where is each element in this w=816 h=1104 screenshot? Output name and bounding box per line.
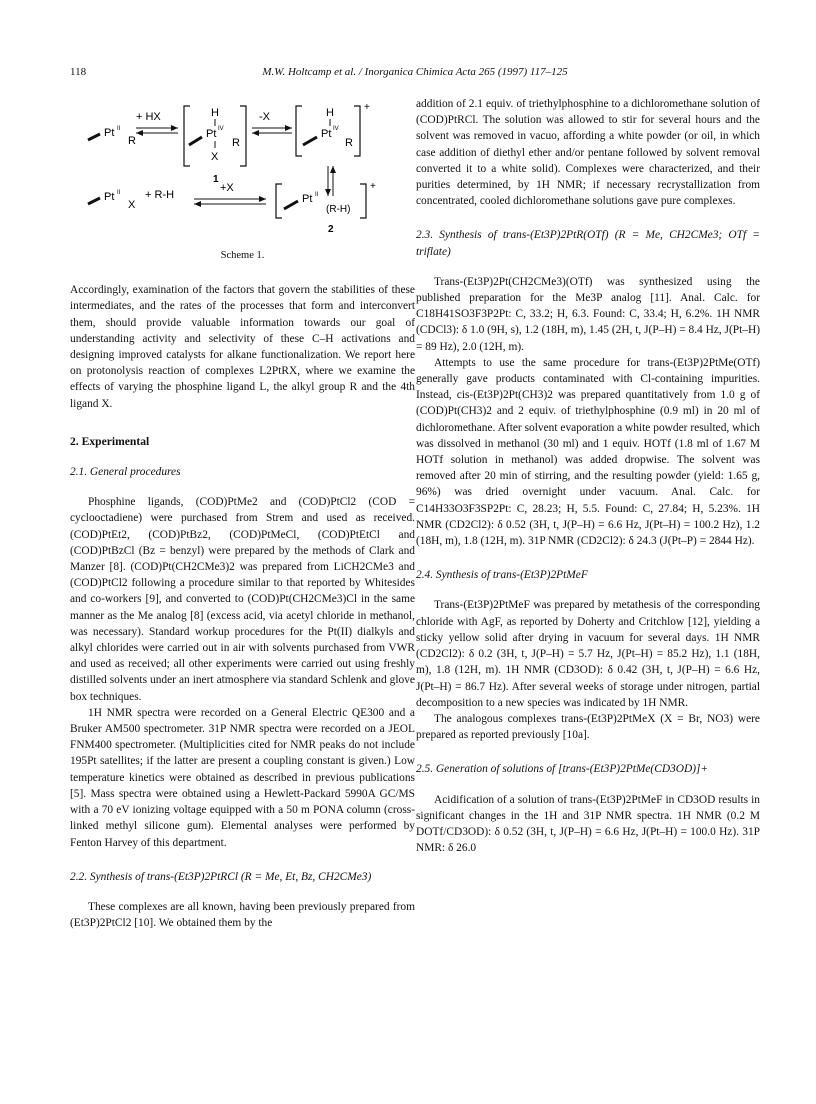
subsection-heading: 2.5. Generation of solutions of [trans-(Et3P)2PtMe(CD3OD)]+ (416, 763, 709, 776)
pt-label: Pt (104, 191, 115, 203)
running-header (70, 66, 760, 82)
subsection-heading: 2.1. General procedures (70, 466, 181, 479)
x-label: X (211, 151, 219, 163)
paragraph: Acidification of a solution of trans-(Et3P)2PtMeF in CD3OD results in significant changes in the 1H and 31P NMR spectra. 1H NMR (0.2 M DOTf/CD3OD): δ 0.52 (3H, t, J(P–H) = 6.6 Hz, J(Pt–H) = 100.0 Hz). 31P NMR: δ 26.0 (416, 793, 760, 855)
subsection-heading: 2.4. Synthesis of trans-(Et3P)2PtMeF (416, 569, 588, 582)
oxidation-state-label: IV (218, 126, 224, 132)
section-heading: 2. Experimental (70, 434, 150, 448)
x-label: X (128, 199, 136, 211)
paragraph: The analogous complexes trans-(Et3P)2PtMeX (X = Br, NO3) were prepared as reported previously [10a]. (416, 712, 760, 742)
rh-label: (R-H) (326, 204, 351, 215)
pt-ii-complex-1 (88, 126, 136, 147)
charge-label: + (364, 102, 370, 113)
scheme-caption: Scheme 1. (220, 250, 265, 261)
page-number: 118 (70, 66, 87, 78)
minus-x-label: -X (259, 111, 270, 123)
pt-label: Pt (302, 193, 313, 205)
subsection-heading: 2.2. Synthesis of trans-(Et3P)2PtRCl (R = Me, Et, Bz, CH2CMe3) (70, 870, 372, 883)
oxidation-state-label: II (315, 192, 319, 198)
paragraph: Attempts to use the same procedure for trans-(Et3P)2PtMe(OTf) generally gave products contaminated with Cl-containing impurities. Instead, cis-(Et3P)2Pt(CH3)2 was prepared quantitatively from 1.0 g of (COD)Pt(CH3)2 and 2 equiv. of triethylphosphine (0.9 ml) in 20 ml of dichloromethane. After solvent evaporation a white powder resulted, which was dissolved in methanol (30 ml) and 1 equiv. HOTf (1.8 ml of 1.67 M HOTf solution in methanol) was added dropwise. The solvent was removed after 20 min of stirring, and the resulting powder (yield: 1.65 g, 96%) was dried overnight under vacuum. Anal. Calc. for C14H33O3F3SP2Pt: C, 28.23; H, 5.5. Found: C, 27.84; H, 5.23%. 1H NMR (CD2Cl2): δ 0.52 (3H, t, J(P–H) = 6.6 Hz, J(Pt–H) = 100.2 Hz), 1.2 (18H, m), 1.8 (12H, m). 31P NMR (CD2Cl2): δ 24.3 (J(Pt–P) = 2844 Hz). (416, 356, 760, 548)
plus-x-label: +X (220, 182, 234, 194)
h-label: H (326, 107, 334, 119)
scheme-1 (70, 96, 415, 248)
oxidation-state-label: II (117, 190, 121, 196)
intro-paragraph: Accordingly, examination of the factors that govern the stabilities of these intermediates, and the rates of the processes that form and interconvert them, should provide valuable information towards our goal of understanding activity and selectivity of these C–H activations and designing improved catalysts for alkane functionalization. We report here on protonolysis reaction of complexes L2PtRX, where we examine the effects of varying the phosphine ligand L, the alkyl group R and the 4th ligand X. (70, 284, 415, 410)
h-label: H (211, 107, 219, 119)
pt-ii-complex-2 (88, 190, 136, 211)
pt-label: Pt (321, 128, 332, 140)
compound-number: 1 (213, 174, 219, 185)
oxidation-state-label: II (117, 126, 121, 132)
r-label: R (232, 137, 240, 149)
plus-hx-label: + HX (136, 111, 161, 123)
subsection-heading: 2.3. Synthesis of trans-(Et3P)2PtR(OTf) (R = Me, CH2CMe3; OTf = triflate) (416, 229, 760, 258)
compound-number: 2 (328, 224, 334, 235)
left-column (70, 96, 415, 931)
paragraph: Trans-(Et3P)2Pt(CH2CMe3)(OTf) was synthesized using the published preparation for the Me3P analog [11]. Anal. Calc. for C18H41SO3F3P2Pt: C, 33.2; H, 6.3. Found: C, 33.4; H, 6.2%. 1H NMR (CDCl3): δ 1.0 (9H, s), 1.2 (18H, m), 1.45 (2H, t, J(P–H) = 8.4 Hz, J(Pt–H) = 89 Hz), 2.0 (12H, m). (416, 275, 760, 353)
r-label: R (128, 135, 136, 147)
paragraph: Phosphine ligands, (COD)PtMe2 and (COD)PtCl2 (COD = cyclooctadiene) were purchased from Strem and used as received. (COD)PtEt2, (COD)PtBz2, (COD)PtMeCl, (COD)PtEtCl and (COD)PtBzCl (Bz = benzyl) were prepared by the methods of Clark and Manzer [8]. (COD)Pt(CH2CMe3)2 was prepared from LiCH2CMe3 and (COD)PtCl2 following a procedure similar to that reported by Whitesides and co-workers [9], and converted to (COD)Pt(CH2CMe3)Cl in the same manner as the Me analog [8] (excess acid, via acetyl chloride in methanol, was necessary). Standard workup procedures for the Pt(II) dialkyls and alkyl chlorides were carried out in air with solvents purchased from VWR and used as received; all other experiments were carried out using freshly distilled solvents under an inert atmosphere via standard Schlenk and glove box techniques. (70, 496, 415, 703)
paragraph: 1H NMR spectra were recorded on a General Electric QE300 and a Bruker AM500 spectrometer. 31P NMR spectra were recorded on a JEOL FNM400 spectrometer. (Multiplicities cited for NMR peaks do not include 195Pt satellites; if the latter are present a coupling constant is given.) Low temperature kinetics were obtained as described in previous publications [5]. Mass spectra were obtained using a Hewlett-Packard 5990A GC/MS with a 70 eV ionizing voltage equipped with a 50 m PONA column (cross-linked methyl silicone gum). Elemental analyses were performed by Fenton Harvey of this department. (70, 706, 415, 849)
right-column (416, 96, 760, 856)
running-head: M.W. Holtcamp et al. / Inorganica Chimica Acta 265 (1997) 117–125 (262, 66, 568, 78)
r-label: R (345, 137, 353, 149)
plus-rh-label: + R-H (145, 189, 175, 201)
scheme-diagram (70, 96, 415, 248)
charge-label: + (370, 181, 376, 192)
paragraph: addition of 2.1 equiv. of triethylphosphine to a dichloromethane solution of (COD)PtRCl. The solution was allowed to stir for several hours and the solvent was removed in vacuo, affording a white powder (or oil, in which case addition of diethyl ether and/or pentane followed by solvent removal converted it to a white solid). Complexes were characterized, and their purities determined, by 1H NMR; if necessary recrystallization from concentrated, cooled dichloromethane solutions gave pure complexes. (416, 98, 760, 208)
oxidation-state-label: IV (333, 126, 339, 132)
paragraph: These complexes are all known, having been previously prepared from (Et3P)2PtCl2 [10]. We obtained them by the (70, 900, 415, 930)
pt-label: Pt (206, 128, 217, 140)
pt-label: Pt (104, 127, 115, 139)
paragraph: Trans-(Et3P)2PtMeF was prepared by metathesis of the corresponding chloride with AgF, as reported by Doherty and Critchlow [12], yielding a sticky yellow solid after drying in vacuum for several days. 1H NMR (CD2Cl2): δ 0.2 (3H, t, J(P–H) = 5.7 Hz, J(Pt–H) = 85.2 Hz), 1.1 (18H, m), 1.8 (12H, m). 1H NMR (CD3OD): δ 0.42 (3H, t, J(P–H) = 6.6 Hz, J(Pt–H) = 86.7 Hz). After several weeks of storage under nitrogen, partial decomposition to a new species was indicated by 1H NMR. (416, 599, 760, 709)
